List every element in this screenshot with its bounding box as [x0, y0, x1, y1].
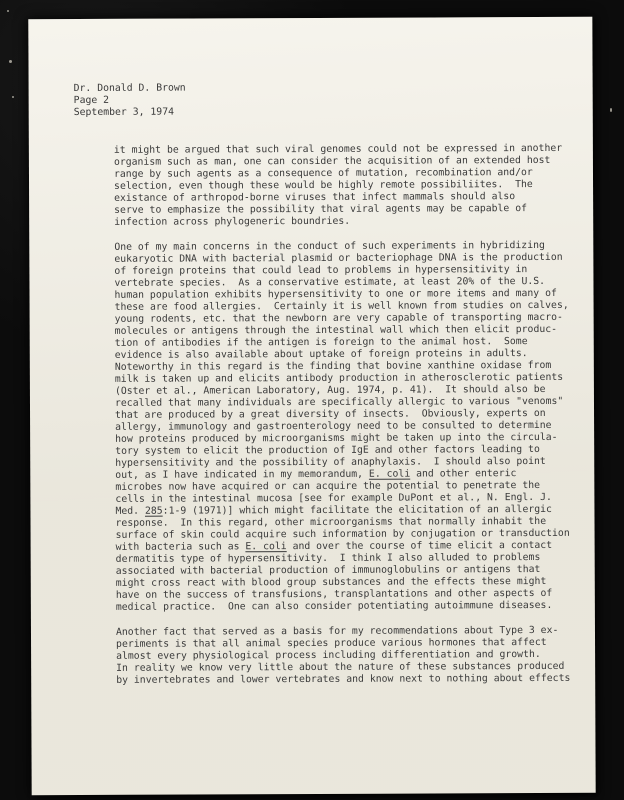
text-segment: associated with bacterial production of immunoglobulins or antigens that [115, 564, 541, 577]
text-segment: One of my main concerns in the conduct of such experiments in hybridizing [114, 239, 545, 253]
text-segment: milk is taken up and elicits antibody production in atherosclerotic patients [114, 371, 564, 385]
text-line [116, 673, 584, 687]
underlined-text: E. coli [368, 468, 411, 480]
text-segment: response. In this regard, other microorganisms that normally inhabit the [115, 515, 547, 529]
text-segment: and over the course of time elicit a contact [286, 539, 553, 553]
text-segment: with bacteria such as [115, 541, 246, 553]
text-segment: almost every physiological process including differentiation and growth. [116, 649, 541, 662]
letter-page [28, 17, 595, 795]
text-segment: Med. [115, 505, 145, 517]
letter-header [74, 83, 186, 119]
paragraph [114, 240, 584, 614]
dust-speck [610, 108, 612, 112]
text-segment: have on the success of transfusions, transplantations and other aspects of [115, 587, 553, 601]
text-segment: vertebrate species. As a conservative estimate, at least 20% of the U.S. [114, 275, 546, 289]
text-segment: allergy, immunology and gastroenterology need to be consulted to determine [115, 419, 552, 433]
text-segment: surface of skin could acquire such information by conjugation or transduction [115, 527, 570, 541]
text-segment: serve to emphasize the possibility that viral agents may be capable of [114, 203, 528, 216]
text-segment: eukaryotic DNA with bacterial plasmid or bacteriophage DNA is the production [114, 251, 563, 265]
page-number: Page 2 [73, 94, 110, 107]
paragraph [116, 625, 584, 687]
text-segment: recalled that many individuals are specifically allergic to various "venoms" [114, 395, 564, 409]
text-segment: it might be argued that such viral genomes could not be expressed in another [113, 142, 563, 156]
text-line [116, 600, 584, 614]
text-segment: periments is that all animal species produce various hormones that affect [116, 636, 547, 650]
recipient-name: Dr. Donald D. Brown [73, 82, 186, 95]
dust-speck [7, 10, 9, 12]
text-segment: of foreign proteins that could lead to problems in hypersensitivity in [114, 264, 528, 277]
text-segment: and other enteric [410, 468, 517, 480]
letter-body [114, 143, 584, 700]
text-segment: range by such agents as a consequence of mutation, recombination and/or [113, 167, 533, 180]
text-segment: that are produced by a great diversity of insects. Obviously, experts on [115, 407, 546, 421]
text-segment: selection, even though these would be highly remote possibiliites. The [114, 179, 533, 192]
text-segment: infection across phylogeneric boundries. [114, 215, 351, 228]
text-line [114, 215, 582, 229]
underlined-text: 285 [144, 505, 163, 517]
text-segment: tory system to elicit the production of IgE and other factors leading to [115, 444, 540, 457]
text-segment: organism such as man, one can consider the acquisition of an extended host [113, 154, 551, 168]
letter-date: September 3, 1974 [73, 106, 175, 119]
text-segment: microbes now have acquired or can acquire the potential to penetrate the [115, 480, 541, 493]
text-segment: existance of arthropod-borne viruses that infect mammals should also [114, 191, 516, 204]
text-segment: molecules or antigens through the intestinal wall which then elicit produc- [114, 323, 558, 337]
text-line [114, 203, 582, 217]
dust-speck [9, 60, 12, 63]
text-segment: Another fact that served as a basis for my recommendations about Type 3 ex- [115, 624, 559, 638]
text-segment: human population exhibits hypersensitivity to one or more items and many of [114, 287, 557, 301]
text-segment: by invertebrates and lower vertebrates and know next to nothing about effects [116, 672, 571, 686]
text-segment: hypersensitivity and the possibility of anaphylaxis. I should also point [115, 455, 546, 469]
text-segment: how proteins produced by microorganisms might be taken up into the circula- [115, 431, 558, 445]
text-segment: young rodents, etc. that the newborn are very capable of transporting macro- [114, 311, 563, 325]
text-segment: In reality we know very little about the nature of these substances produced [116, 660, 565, 674]
text-segment: tion of antibodies if the antigen is foreign to the animal host. Some [114, 336, 528, 349]
text-segment: might cross react with blood group substances and the effects these might [115, 575, 547, 589]
text-segment: Noteworthy in this regard is the finding that bovine xanthine oxidase from [114, 359, 552, 373]
text-segment: (Oster et al., American Laboratory, Aug. 1974, p. 41). It should also be [114, 383, 546, 397]
text-segment: medical practice. One can also consider potentiating autoimmune diseases. [115, 599, 553, 613]
text-segment: cells in the intestinal mucosa [see for example DuPont et al., N. Engl. J. [115, 491, 552, 505]
underlined-text: E. coli [245, 541, 287, 553]
text-segment: out, as I have indicated in my memorandum, [115, 468, 369, 481]
text-segment: evidence is also available about uptake of foreign proteins in adults. [114, 348, 528, 361]
text-segment: dermatitis type of hypersensitivity. I think I also alluded to problems [115, 552, 541, 565]
text-segment: these are food allergies. Certainly it is well known from studies on calves, [114, 299, 569, 313]
text-segment: :1-9 (1971)] which might facilitate the elicitation of an allergic [162, 503, 552, 517]
paragraph [114, 143, 582, 229]
dust-speck [12, 96, 14, 98]
